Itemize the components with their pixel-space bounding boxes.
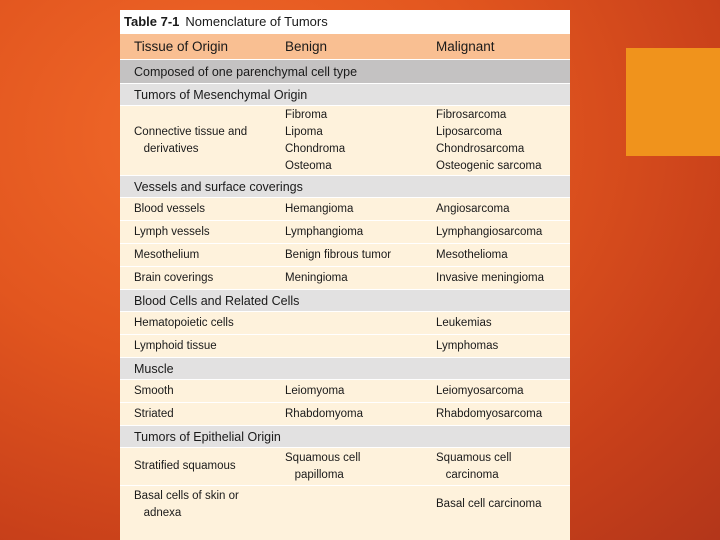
section-header: Composed of one parenchymal cell type — [120, 59, 570, 83]
section-header: Muscle — [120, 357, 570, 379]
table-row — [120, 379, 570, 402]
table-row — [120, 220, 570, 243]
nomenclature-table — [120, 10, 570, 540]
cell-tissue: Brain coverings — [134, 271, 214, 284]
section-header: Vessels and surface coverings — [120, 175, 570, 197]
cell-malignant: Lymphangiosarcoma — [436, 225, 543, 238]
cell-tissue: Blood vessels — [134, 202, 205, 215]
cell-benign: Fibroma Lipoma Chondroma Osteoma — [285, 108, 346, 172]
header-tissue-of-origin: Tissue of Origin — [134, 39, 229, 54]
cell-benign: Leiomyoma — [285, 384, 345, 397]
table-row — [120, 266, 570, 289]
cell-malignant: Rhabdomyosarcoma — [436, 407, 543, 420]
cell-tissue: Stratified squamous — [134, 460, 236, 472]
cell-benign: Meningioma — [285, 271, 348, 284]
table-caption — [120, 10, 570, 34]
table-row — [120, 311, 570, 334]
cell-tissue: Smooth — [134, 384, 174, 397]
table-row — [120, 485, 570, 523]
cell-tissue: Striated — [134, 407, 174, 420]
table-number: Table 7-1 — [124, 14, 180, 29]
table-body — [120, 59, 570, 523]
header-benign: Benign — [285, 39, 328, 54]
cell-tissue: Lymphoid tissue — [134, 339, 217, 352]
cell-malignant: Leiomyosarcoma — [436, 384, 524, 397]
table-title: Nomenclature of Tumors — [185, 14, 328, 29]
cell-tissue: Lymph vessels — [134, 225, 210, 238]
cell-benign: Lymphangioma — [285, 225, 364, 238]
table-row — [120, 402, 570, 425]
cell-malignant: Invasive meningioma — [436, 271, 545, 284]
table-row — [120, 105, 570, 175]
cell-benign: Hemangioma — [285, 202, 354, 215]
header-malignant: Malignant — [436, 39, 495, 54]
cell-malignant: Mesothelioma — [436, 248, 508, 261]
cell-tissue: Mesothelium — [134, 248, 200, 261]
cell-malignant: Fibrosarcoma Liposarcoma Chondrosarcoma Osteogenic sarcoma — [436, 108, 542, 172]
cell-malignant: Lymphomas — [436, 339, 499, 352]
cell-malignant: Basal cell carcinoma — [436, 498, 542, 510]
cell-malignant: Angiosarcoma — [436, 202, 510, 215]
cell-tissue: Connective tissue and derivatives — [134, 125, 248, 155]
table-row — [120, 197, 570, 220]
cell-malignant: Squamous cell carcinoma — [436, 451, 512, 481]
cell-benign: Squamous cell papilloma — [285, 451, 361, 481]
cell-benign: Rhabdomyoma — [285, 407, 363, 420]
table-row — [120, 447, 570, 485]
accent-square — [626, 48, 720, 156]
table-row — [120, 243, 570, 266]
cell-tissue: Hematopoietic cells — [134, 316, 234, 329]
section-header: Blood Cells and Related Cells — [120, 289, 570, 311]
cell-tissue: Basal cells of skin or adnexa — [134, 489, 239, 519]
section-header: Tumors of Mesenchymal Origin — [120, 83, 570, 105]
section-header: Tumors of Epithelial Origin — [120, 425, 570, 447]
cell-malignant: Leukemias — [436, 316, 492, 329]
cell-benign: Benign fibrous tumor — [285, 248, 392, 261]
table-row — [120, 334, 570, 357]
table-header-row — [120, 34, 570, 59]
